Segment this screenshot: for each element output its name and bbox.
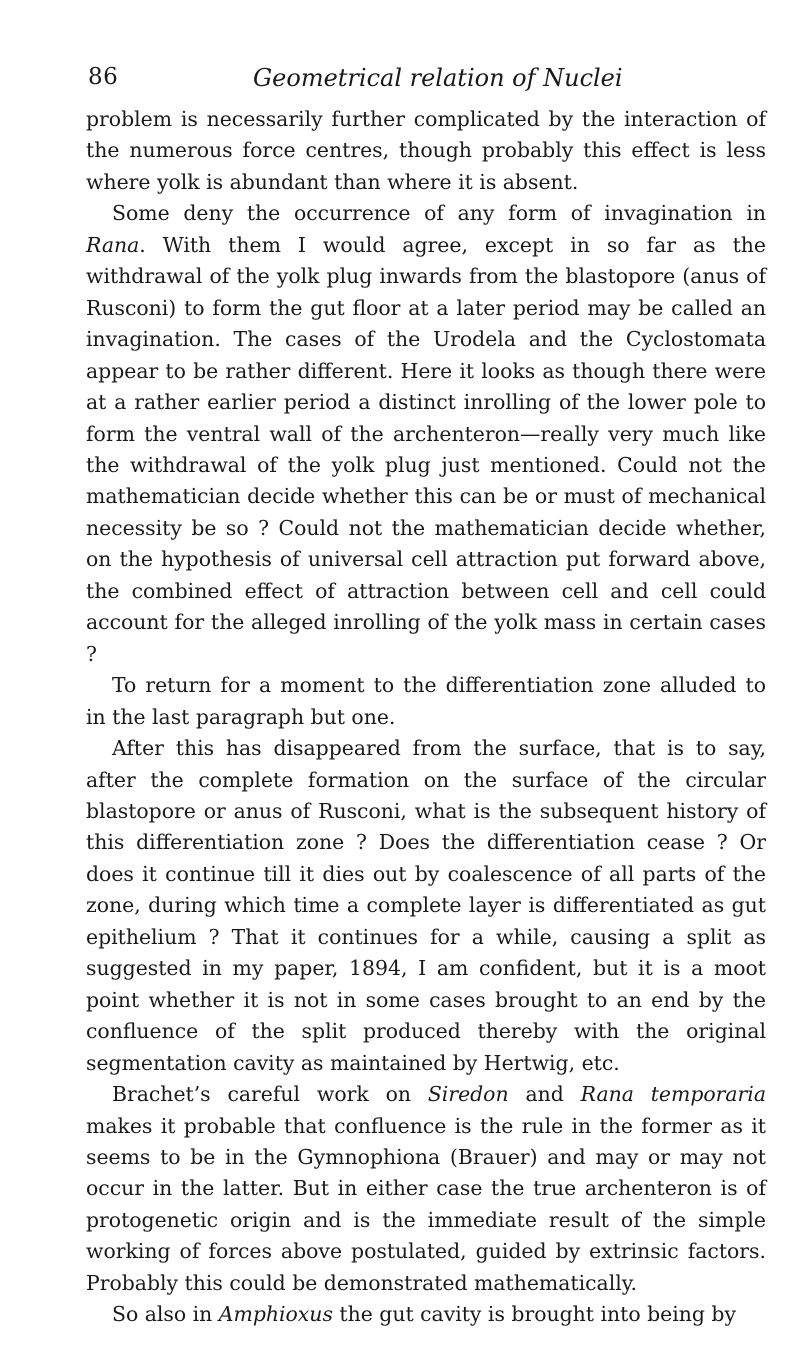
paragraph-subsequent-history: After this has disappeared from the surface, that is to say, after the complete formation on the surface of the circular blastopore or anus of Rusconi, what is the subsequent history of this differentiation zone ? Does the differentiation cease ? Or does it continue till it dies out by coalescence of all parts of the zone, during which time a complete layer is differentiated as gut epithelium ? That it continues for a while, causing a split as suggested in my paper, 1894, I am confident, but it is a moot point whether it is not in some cases brought to an end by the confluence of the split produced thereby with the original segmentation cavity as maintained by Hertwig, etc. (86, 736, 766, 1075)
paragraph-amphioxus: So also in Amphioxus the gut cavity is brought into being by (112, 1302, 736, 1327)
genus-name: Rana (86, 232, 140, 257)
paragraph-differentiation-zone: To return for a moment to the differentiation zone alluded to in the last paragraph but one. (86, 673, 766, 729)
paragraph-invagination: Some deny the occurrence of any form of invagination in Rana. With them I would agree, except in so far as the withdrawal of the yolk plug inwards from the blastopore (anus of Rusconi) to form the gut floor at a later period may be called an invagination. The cases of the Urodela and the Cyclostomata appear to be rather different. Here it looks as though there were at a rather earlier period a distinct inrolling of the lower pole to form the ventral wall of the archenteron—really very much like the withdrawal of the yolk plug just mentioned. Could not the mathematician decide whether this can be or must of mechanical necessity be so ? Could not the mathematician decide whether, on the hypothesis of universal cell attraction put forward above, the combined effect of attraction between cell and cell could account for the alleged inrolling of the yolk mass in certain cases ? (86, 201, 766, 666)
species-name: Rana temporaria (580, 1082, 766, 1107)
running-title: Geometrical relation of Nuclei (253, 64, 623, 92)
page-number: 86 (88, 64, 119, 90)
paragraph-continuation: problem is necessarily further complicated by the interaction of the numerous force centres, though probably this effect is less where yolk is abundant than where it is absent. (86, 107, 766, 194)
genus-name: Siredon (427, 1082, 509, 1107)
genus-name: Amphioxus (218, 1302, 333, 1327)
body-text (86, 104, 766, 1331)
paragraph-brachet: Brachet’s careful work on Siredon and Rana temporaria makes it probable that confluence is the rule in the former as it seems to be in the Gymnophiona (Brauer) and may or may not occur in the latter. But in either case the true archenteron is of protogenetic origin and is the immediate result of the simple working of forces above postulated, guided by extrinsic factors. Probably this could be demonstrated mathematically. (86, 1082, 766, 1295)
page-header (88, 64, 760, 100)
